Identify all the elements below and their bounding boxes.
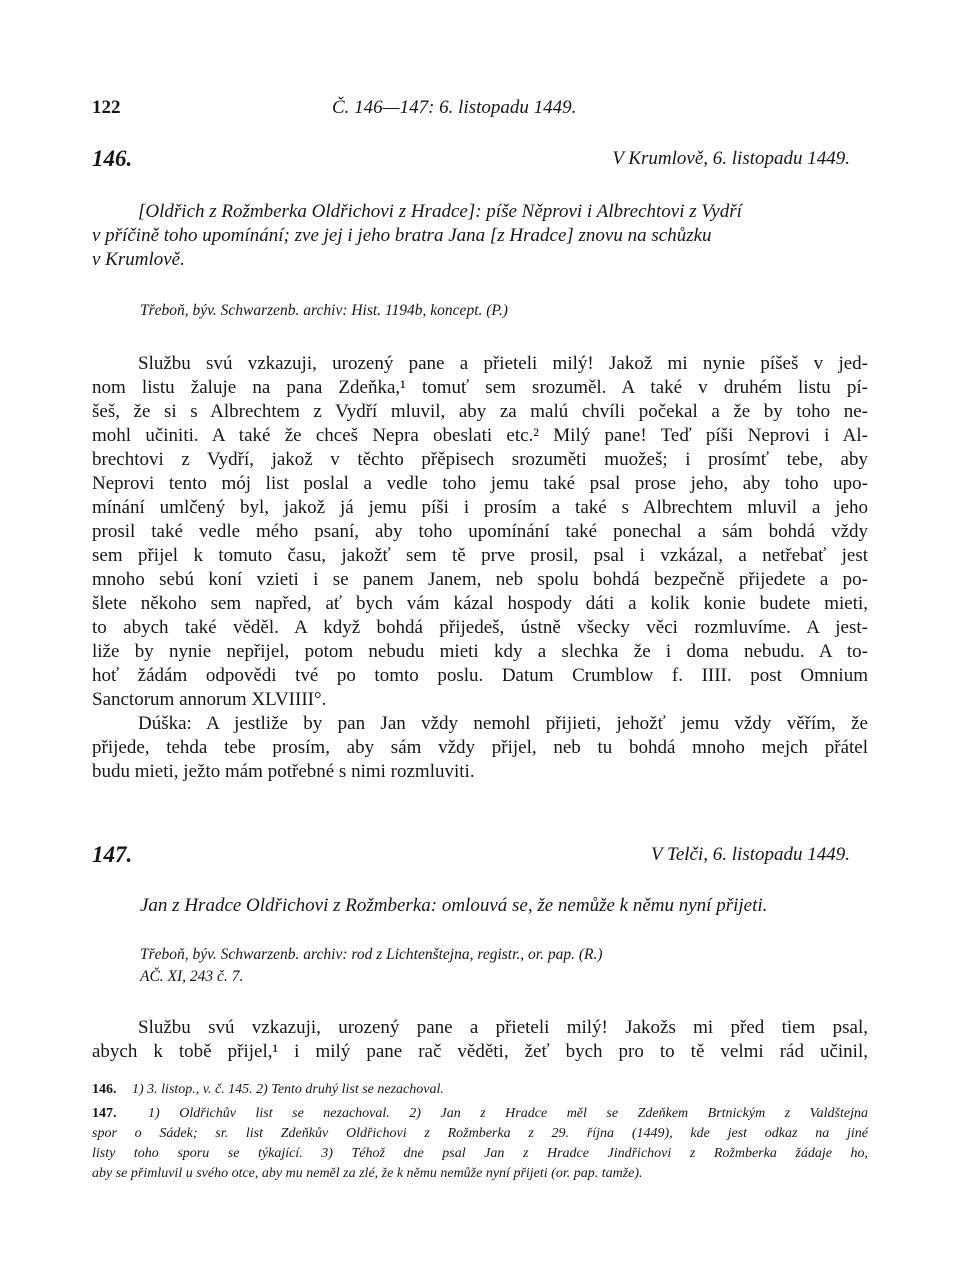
footnote-147-number: 147. bbox=[92, 1106, 117, 1121]
text-line: Službu svú vzkazuji, urozený pane a přieteli milý! Jakož mi nynie píšeš v jed- bbox=[138, 353, 868, 374]
source-line: AČ. XI, 243 č. 7. bbox=[140, 968, 244, 985]
text-line: šlete někoho sem napřed, ať bych vám kázal hospody dáti a kolik konie budete mieti, bbox=[92, 593, 868, 614]
text-line: prosil také vedle mého psaní, aby toho upomínání také ponechal a sám bohdá vždy bbox=[92, 521, 868, 542]
text-line: mohl učiniti. A také že chceš Nepra obeslati etc.² Milý pane! Teď píši Neprovi i Al- bbox=[92, 425, 868, 446]
footnote-147-first-line bbox=[92, 1104, 868, 1124]
doc-146-source: Třeboň, býv. Schwarzenb. archiv: Hist. 1194b, koncept. (P.) bbox=[140, 302, 508, 319]
postscript-line: Dúška: A jestližе by pan Jan vždy nemohl přijieti, jehožť jemu vždy věřím, že bbox=[138, 713, 868, 734]
text-line: hoť žádám odpovědi tvé po tomto poslu. Datum Crumblow f. IIII. post Omnium bbox=[92, 665, 868, 686]
doc-147-source bbox=[140, 944, 603, 988]
doc-146-text bbox=[92, 352, 868, 712]
text-line: sem přijel k tomuto času, jakožť sem tě prve prosil, psal i vzkázal, a netřebať jest bbox=[92, 545, 868, 566]
text-line: Neprovi tento mój list poslal a vedle toho jemu také psal prose jeho, aby toho upo- bbox=[92, 473, 868, 494]
regest-line: v Krumlově. bbox=[92, 249, 185, 270]
doc-146-postscript bbox=[92, 712, 868, 784]
postscript-line: přijede, tehda tebe prosím, aby sám vždy přijel, neb tu bohdá mnoho mejch přátel bbox=[92, 737, 868, 758]
regest-line: [Oldřich z Rožmberka Oldřichovi z Hradce]: píše Něprovi i Albrechtovi z Vydří bbox=[138, 201, 742, 222]
doc-146-regest bbox=[92, 200, 868, 272]
text-line: šeš, že si s Albrechtem z Vydří mluvil, aby za malú chvíli počekal a že by toho ne- bbox=[92, 401, 868, 422]
running-title: Č. 146—147: 6. listopadu 1449. bbox=[332, 97, 577, 118]
footnote-line: listy toho sporu se týkající. 3) Téhož dne psal Jan z Hradce Jindřichovi z Rožmberka žádaje ho, bbox=[92, 1146, 868, 1161]
text-line: brechtovi z Vydří, jakož v těchto přěpisech srozuměti muožeš; i prosímť tebe, aby bbox=[92, 449, 868, 470]
text-line: mínání umlčený byl, jakož já jemu píši i prosím a také s Albrechtem mluvil a jeho bbox=[92, 497, 868, 518]
text-line: mnoho sebú koní vzieti i se panem Janem, neb spolu bohdá bezpečně přijedete a po- bbox=[92, 569, 868, 590]
footnote-147 bbox=[92, 1104, 868, 1184]
footnote-line: spor o Sádek; sr. list Zdeňkův Oldřichovi z Rožmberka z 29. října (1449), kde jest odkaz na jiné bbox=[92, 1126, 868, 1141]
doc-147-place-date: V Telči, 6. listopadu 1449. bbox=[651, 844, 850, 865]
page-number: 122 bbox=[92, 97, 121, 118]
doc-147-text bbox=[92, 1016, 868, 1064]
footnote-146-text: 1) 3. listop., v. č. 145. 2) Tento druhý list se nezachoval. bbox=[132, 1082, 444, 1097]
doc-146-place-date: V Krumlově, 6. listopadu 1449. bbox=[612, 148, 850, 169]
text-line: Službu svú vzkazuji, urozený pane a přieteli milý! Jakožs mi před tiem psal, bbox=[138, 1017, 868, 1038]
postscript-line: budu mieti, ježto mám potřebné s nimi rozmluviti. bbox=[92, 761, 475, 782]
doc-146-number: 146. bbox=[92, 146, 133, 171]
footnote-line: 1) Oldřichův list se nezachoval. 2) Jan z Hradce měl se Zdeňkem Brtnickým z Valdštejna bbox=[148, 1106, 869, 1121]
text-line: abych k tobě přijel,¹ i milý pane rač věděti, žeť bych pro to tě velmi rád učinil, bbox=[92, 1041, 868, 1062]
doc-147-number: 147. bbox=[92, 842, 133, 867]
text-line: to abych také věděl. A když bohdá přijedeš, ústně všecky věci rozmluvíme. A jest- bbox=[92, 617, 868, 638]
text-line: nom listu žaluje na pana Zdeňka,¹ tomuť sem srozuměl. A také v druhém listu pí- bbox=[92, 377, 868, 398]
footnote-line: aby se přimluvil u svého otce, aby mu neměl za zlé, že k němu nemůže nyní přijeti (or. pap. tamže). bbox=[92, 1166, 643, 1181]
doc-147-regest: Jan z Hradce Oldřichovi z Rožmberka: omlouvá se, že nemůže k němu nyní přijeti. bbox=[140, 895, 768, 916]
footnote-146 bbox=[92, 1080, 444, 1100]
footnote-146-number: 146. bbox=[92, 1082, 117, 1097]
source-line: Třeboň, býv. Schwarzenb. archiv: rod z Lichtenštejna, registr., or. pap. (R.) bbox=[140, 946, 603, 963]
text-line: liže by nynie nepřijel, potom nebudu mieti kdy a slechka že i doma nebudu. A to- bbox=[92, 641, 868, 662]
regest-line: v příčině toho upomínání; zve jej i jeho bratra Jana [z Hradce] znovu na schůzku bbox=[92, 225, 712, 246]
text-line: Sanctorum annorum XLVIIII°. bbox=[92, 689, 327, 710]
